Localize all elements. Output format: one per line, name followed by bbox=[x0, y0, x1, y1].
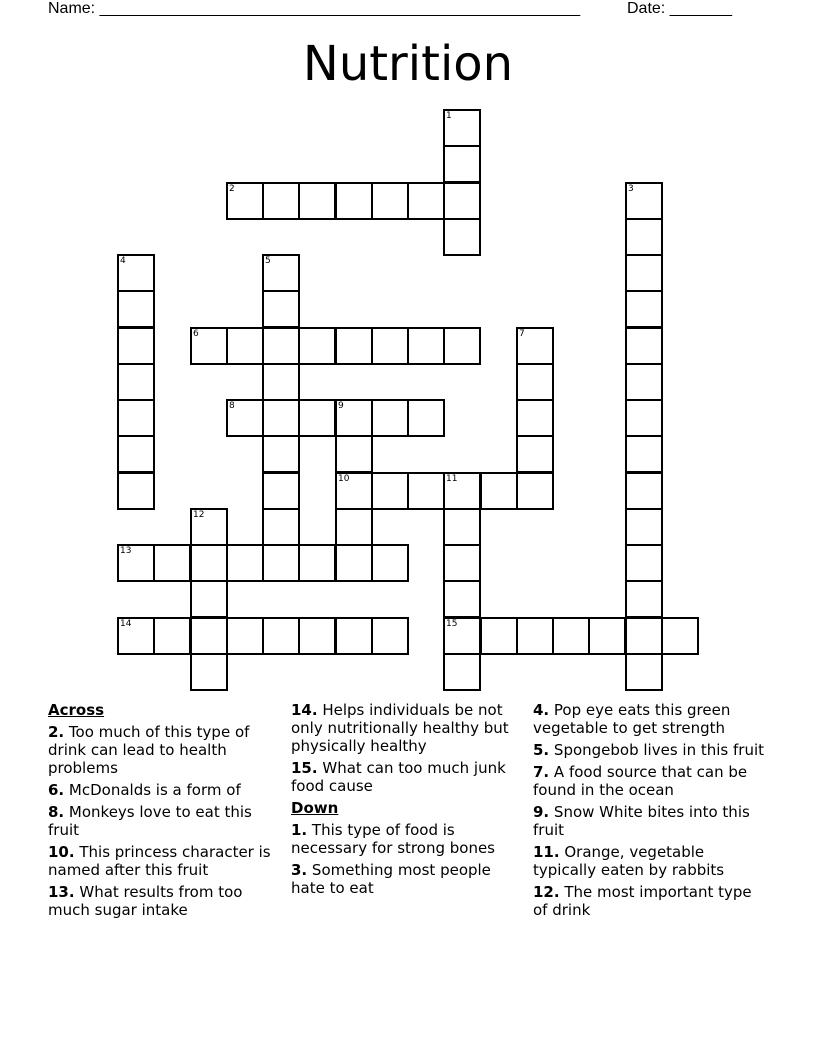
crossword-cell[interactable] bbox=[443, 580, 481, 618]
crossword-cell[interactable] bbox=[262, 472, 300, 510]
clue-text: The most important type of drink bbox=[533, 883, 752, 919]
clue-text: What results from too much sugar intake bbox=[48, 883, 243, 919]
crossword-cell[interactable] bbox=[625, 363, 663, 401]
cell-number: 13 bbox=[120, 546, 132, 556]
clue-text: McDonalds is a form of bbox=[68, 781, 241, 799]
crossword-cell[interactable] bbox=[262, 290, 300, 328]
crossword-cell[interactable] bbox=[371, 327, 409, 365]
clue-text: Snow White bites into this fruit bbox=[533, 803, 750, 839]
crossword-cell[interactable] bbox=[407, 399, 445, 437]
clue-text: What can too much junk food cause bbox=[291, 759, 506, 795]
cell-number: 15 bbox=[446, 619, 458, 629]
crossword-cell[interactable] bbox=[516, 617, 554, 655]
clue-text: Monkeys love to eat this fruit bbox=[48, 803, 252, 839]
crossword-cell[interactable] bbox=[298, 544, 336, 582]
clue-number: 1. bbox=[291, 821, 308, 839]
clue-number: 2. bbox=[48, 723, 65, 741]
clue-text: A food source that can be found in the ocean bbox=[533, 763, 748, 799]
cell-number: 14 bbox=[120, 619, 132, 629]
crossword-cell[interactable] bbox=[552, 617, 590, 655]
clue-text: Spongebob lives in this fruit bbox=[553, 741, 764, 759]
crossword-cell[interactable] bbox=[190, 617, 228, 655]
crossword-cell[interactable] bbox=[407, 182, 445, 220]
crossword-cell[interactable] bbox=[117, 399, 155, 437]
crossword-cell[interactable] bbox=[625, 544, 663, 582]
crossword-cell[interactable] bbox=[117, 544, 155, 582]
clue-number: 13. bbox=[48, 883, 75, 901]
clue-text: Too much of this type of drink can lead to health problems bbox=[48, 723, 250, 777]
crossword-cell[interactable] bbox=[117, 472, 155, 510]
crossword-cell[interactable] bbox=[117, 327, 155, 365]
clue-number: 10. bbox=[48, 843, 75, 861]
crossword-cell[interactable] bbox=[588, 617, 626, 655]
crossword-cell[interactable] bbox=[190, 508, 228, 546]
crossword-cell[interactable] bbox=[516, 327, 554, 365]
name-field-line: Name: ______________________________________________________ bbox=[48, 0, 581, 17]
cell-number: 3 bbox=[628, 184, 634, 194]
crossword-cell[interactable] bbox=[625, 290, 663, 328]
clue-across-15 bbox=[291, 759, 523, 795]
clue-number: 9. bbox=[533, 803, 550, 821]
down-heading: Down bbox=[291, 799, 339, 817]
clue-across-8 bbox=[48, 803, 280, 839]
page-title: Nutrition bbox=[302, 36, 514, 92]
cell-number: 5 bbox=[265, 256, 271, 266]
crossword-cell[interactable] bbox=[262, 254, 300, 292]
clue-text: Something most people hate to eat bbox=[291, 861, 491, 897]
clue-column-1 bbox=[48, 701, 280, 923]
crossword-cell[interactable] bbox=[516, 363, 554, 401]
crossword-cell[interactable] bbox=[516, 472, 554, 510]
clue-number: 14. bbox=[291, 701, 318, 719]
crossword-cell[interactable] bbox=[262, 363, 300, 401]
clue-number: 12. bbox=[533, 883, 560, 901]
clue-text: Pop eye eats this green vegetable to get strength bbox=[533, 701, 731, 737]
crossword-cell[interactable] bbox=[516, 399, 554, 437]
clue-down-11 bbox=[533, 843, 765, 879]
clue-number: 8. bbox=[48, 803, 65, 821]
crossword-cell[interactable] bbox=[298, 182, 336, 220]
crossword-cell[interactable] bbox=[625, 218, 663, 256]
cell-number: 6 bbox=[193, 329, 199, 339]
crossword-cell[interactable] bbox=[117, 435, 155, 473]
crossword-cell[interactable] bbox=[443, 145, 481, 183]
crossword-cell[interactable] bbox=[335, 327, 373, 365]
crossword-cell[interactable] bbox=[153, 617, 191, 655]
crossword-cell[interactable] bbox=[262, 399, 300, 437]
crossword-cell[interactable] bbox=[625, 472, 663, 510]
cell-number: 4 bbox=[120, 256, 126, 266]
clue-down-7 bbox=[533, 763, 765, 799]
clue-down-9 bbox=[533, 803, 765, 839]
crossword-cell[interactable] bbox=[371, 472, 409, 510]
crossword-cell[interactable] bbox=[117, 254, 155, 292]
clue-column-2 bbox=[291, 701, 523, 901]
crossword-cell[interactable] bbox=[625, 399, 663, 437]
crossword-cell[interactable] bbox=[190, 580, 228, 618]
crossword-cell[interactable] bbox=[117, 290, 155, 328]
clue-number: 6. bbox=[48, 781, 65, 799]
crossword-cell[interactable] bbox=[443, 218, 481, 256]
cell-number: 9 bbox=[338, 401, 344, 411]
clue-across-10 bbox=[48, 843, 280, 879]
clue-number: 15. bbox=[291, 759, 318, 777]
crossword-cell[interactable] bbox=[298, 399, 336, 437]
crossword-cell[interactable] bbox=[153, 544, 191, 582]
crossword-cell[interactable] bbox=[661, 617, 699, 655]
crossword-cell[interactable] bbox=[480, 472, 518, 510]
crossword-cell[interactable] bbox=[262, 544, 300, 582]
crossword-cell[interactable] bbox=[371, 182, 409, 220]
crossword-cell[interactable] bbox=[371, 617, 409, 655]
date-field-line: Date: _______ bbox=[627, 0, 732, 17]
crossword-cell[interactable] bbox=[117, 363, 155, 401]
crossword-cell[interactable] bbox=[443, 472, 481, 510]
crossword-cell[interactable] bbox=[443, 109, 481, 147]
clue-number: 3. bbox=[291, 861, 308, 879]
crossword-cell[interactable] bbox=[480, 617, 518, 655]
cell-number: 1 bbox=[446, 111, 452, 121]
crossword-cell[interactable] bbox=[443, 182, 481, 220]
clue-down-12 bbox=[533, 883, 765, 919]
crossword-cell[interactable] bbox=[298, 327, 336, 365]
crossword-cell[interactable] bbox=[226, 544, 264, 582]
clue-text: Orange, vegetable typically eaten by rabbits bbox=[533, 843, 725, 879]
crossword-cell[interactable] bbox=[407, 472, 445, 510]
crossword-cell[interactable] bbox=[443, 508, 481, 546]
crossword-cell[interactable] bbox=[335, 544, 373, 582]
crossword-cell[interactable] bbox=[262, 182, 300, 220]
cell-number: 2 bbox=[229, 184, 235, 194]
clue-text: This princess character is named after this fruit bbox=[48, 843, 271, 879]
clue-down-5 bbox=[533, 741, 765, 759]
crossword-cell[interactable] bbox=[262, 435, 300, 473]
crossword-cell[interactable] bbox=[335, 399, 373, 437]
clue-down-1 bbox=[291, 821, 523, 857]
crossword-cell[interactable] bbox=[335, 508, 373, 546]
clue-down-4 bbox=[533, 701, 765, 737]
crossword-cell[interactable] bbox=[226, 399, 264, 437]
crossword-cell[interactable] bbox=[625, 508, 663, 546]
clue-across-2 bbox=[48, 723, 280, 777]
clue-across-13 bbox=[48, 883, 280, 919]
crossword-cell[interactable] bbox=[625, 653, 663, 691]
crossword-cell[interactable] bbox=[443, 653, 481, 691]
crossword-cell[interactable] bbox=[298, 617, 336, 655]
crossword-cell[interactable] bbox=[262, 617, 300, 655]
crossword-cell[interactable] bbox=[625, 617, 663, 655]
crossword-cell[interactable] bbox=[226, 327, 264, 365]
cell-number: 11 bbox=[446, 474, 458, 484]
crossword-cell[interactable] bbox=[625, 254, 663, 292]
crossword-cell[interactable] bbox=[625, 327, 663, 365]
crossword-cell[interactable] bbox=[117, 617, 155, 655]
crossword-cell[interactable] bbox=[226, 617, 264, 655]
crossword-cell[interactable] bbox=[190, 544, 228, 582]
clue-number: 11. bbox=[533, 843, 560, 861]
crossword-cell[interactable] bbox=[190, 653, 228, 691]
crossword-cell[interactable] bbox=[335, 472, 373, 510]
across-heading: Across bbox=[48, 701, 105, 719]
crossword-cell[interactable] bbox=[625, 182, 663, 220]
clue-text: Helps individuals be not only nutritionally healthy but physically healthy bbox=[291, 701, 509, 755]
crossword-cell[interactable] bbox=[625, 435, 663, 473]
crossword-cell[interactable] bbox=[371, 544, 409, 582]
clue-number: 7. bbox=[533, 763, 550, 781]
cell-number: 10 bbox=[338, 474, 350, 484]
crossword-cell[interactable] bbox=[335, 617, 373, 655]
cell-number: 7 bbox=[519, 329, 525, 339]
crossword-cell[interactable] bbox=[625, 580, 663, 618]
clue-across-6 bbox=[48, 781, 280, 799]
crossword-cell[interactable] bbox=[262, 508, 300, 546]
crossword-cell[interactable] bbox=[516, 435, 554, 473]
clue-column-3 bbox=[533, 701, 765, 923]
crossword-cell[interactable] bbox=[371, 399, 409, 437]
crossword-cell[interactable] bbox=[443, 544, 481, 582]
crossword-cell[interactable] bbox=[190, 327, 228, 365]
crossword-cell[interactable] bbox=[443, 617, 481, 655]
cell-number: 8 bbox=[229, 401, 235, 411]
crossword-cell[interactable] bbox=[335, 182, 373, 220]
crossword-cell[interactable] bbox=[335, 435, 373, 473]
crossword-cell[interactable] bbox=[262, 327, 300, 365]
clue-across-14 bbox=[291, 701, 523, 755]
clue-number: 5. bbox=[533, 741, 550, 759]
clue-text: This type of food is necessary for strong bones bbox=[291, 821, 495, 857]
clue-number: 4. bbox=[533, 701, 550, 719]
crossword-cell[interactable] bbox=[443, 327, 481, 365]
clue-down-3 bbox=[291, 861, 523, 897]
cell-number: 12 bbox=[193, 510, 205, 520]
crossword-cell[interactable] bbox=[226, 182, 264, 220]
crossword-cell[interactable] bbox=[407, 327, 445, 365]
